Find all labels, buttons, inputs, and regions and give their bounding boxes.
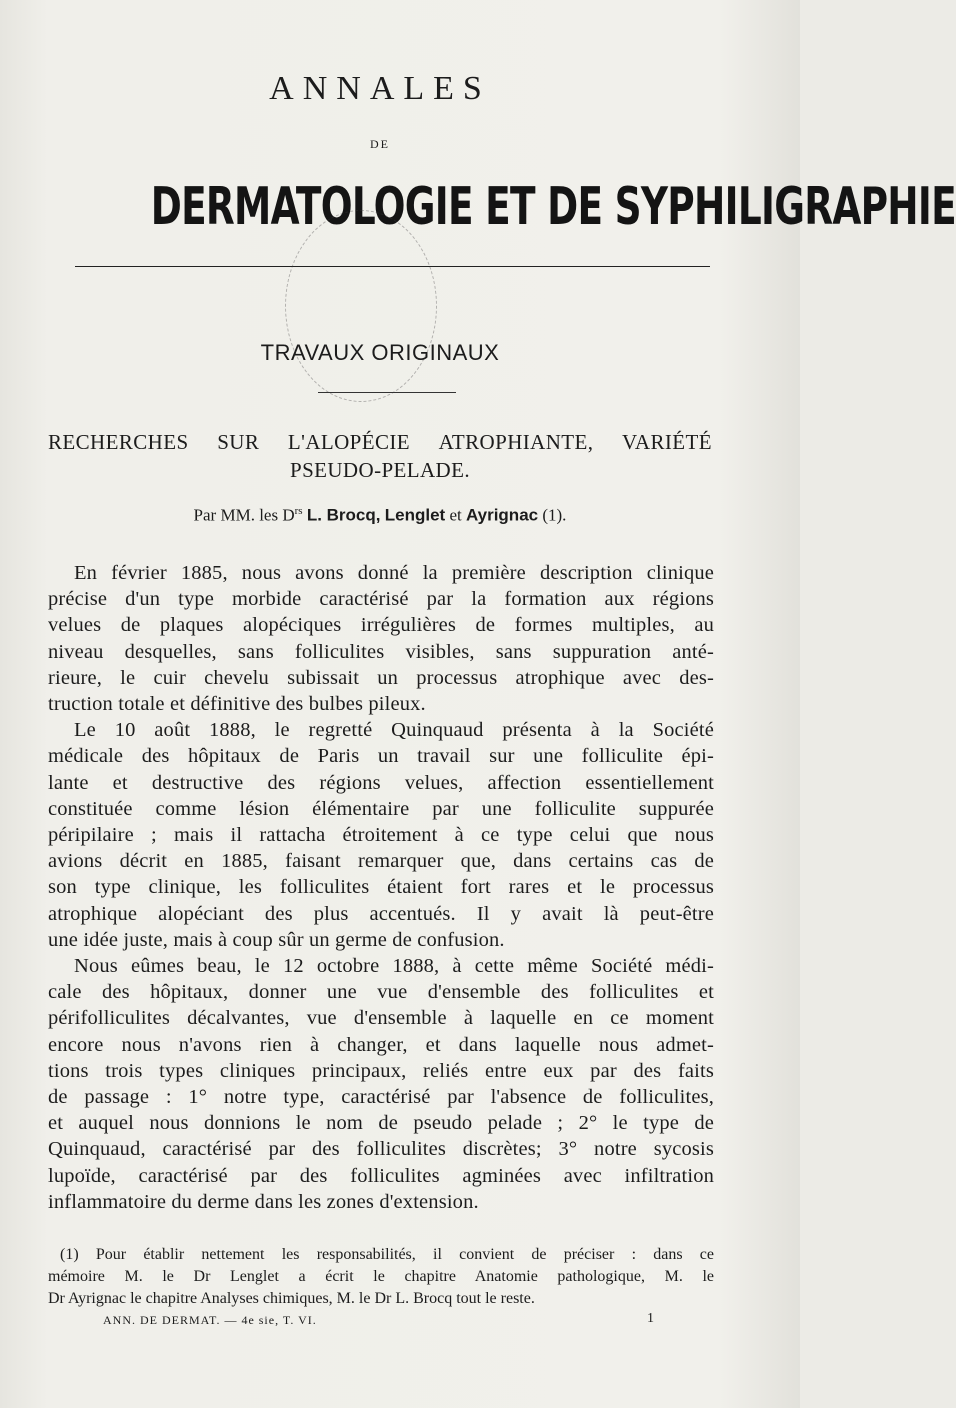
- body-line: encore nous n'avons rien à changer, et dans laquelle nous admet-: [48, 1033, 714, 1056]
- body-line: péripilaire ; mais il rattacha étroitement à ce type celui que nous: [48, 824, 714, 847]
- body-line: truction totale et définitive des bulbes pileux.: [48, 693, 426, 716]
- byline-note-ref: (1).: [542, 505, 567, 525]
- title-word: RECHERCHES: [48, 430, 189, 454]
- title-word: L'ALOPÉCIE: [287, 430, 411, 454]
- journal-name-de: DE: [370, 137, 390, 151]
- body-line: Le 10 août 1888, le regretté Quinquaud présenta à la Société: [74, 719, 714, 742]
- library-stamp: [285, 210, 437, 402]
- page-footer: [103, 1313, 663, 1328]
- body-line: cale des hôpitaux, donner une vue d'ensemble des folliculites et: [48, 981, 714, 1004]
- body-line: lante et destructive des régions velues, affection essentiellement: [48, 771, 714, 794]
- body-text: [48, 560, 714, 1215]
- title-word: ATROPHIANTE,: [438, 430, 594, 454]
- author-brocq: L. Brocq: [306, 505, 376, 525]
- body-line: médicale des hôpitaux de Paris un travail sur une folliculite épi-: [48, 745, 714, 768]
- author-lenglet: Lenglet: [384, 505, 446, 525]
- byline-et: et: [449, 505, 462, 525]
- body-line: constituée comme lésion élémentaire par une folliculite suppurée: [48, 797, 714, 820]
- author-ayrignac: Ayrignac: [465, 505, 539, 525]
- body-line: atrophique alopéciant des plus accentués. Il y avait là peut-être: [48, 902, 714, 925]
- footnote: [48, 1244, 714, 1310]
- article-title-line-1: [48, 428, 712, 456]
- body-line: son type clinique, les folliculites étaient fort rares et le processus: [48, 876, 714, 899]
- body-line: Quinquaud, caractérisé par des folliculites discrètes; 3° notre sycosis: [48, 1138, 714, 1161]
- body-line: avions décrit en 1885, faisant remarquer que, dans certains cas de: [48, 850, 714, 873]
- footnote-line: (1) Pour établir nettement les responsabilités, il convient de préciser : dans ce: [60, 1246, 714, 1263]
- footer-reference: ANN. DE DERMAT. — 4e sie, T. VI.: [103, 1313, 317, 1327]
- signature-mark: 1: [647, 1311, 655, 1326]
- article-title-line-2: PSEUDO-PELADE.: [289, 458, 471, 482]
- body-line: niveau desquelles, sans folliculites visibles, sans suppuration anté-: [48, 640, 714, 663]
- body-line: une idée juste, mais à coup sûr un germe de confusion.: [48, 928, 505, 951]
- journal-name-annales: ANNALES: [269, 70, 491, 107]
- journal-title: DERMATOLOGIE ET DE SYPHILIGRAPHIE: [150, 177, 956, 237]
- body-line: périfolliculites décalvantes, vue d'ensemble à laquelle en ce moment: [48, 1007, 714, 1030]
- footnote-line: Dr Ayrignac le chapitre Analyses chimiques, M. le Dr L. Brocq tout le reste.: [48, 1290, 535, 1307]
- title-word: SUR: [217, 430, 260, 454]
- article-title: [48, 428, 712, 484]
- body-line: tions trois types cliniques principaux, reliés entre eux par des faits: [48, 1059, 714, 1082]
- body-line: précise d'un type morbide caractérisé par la formation aux régions: [48, 588, 714, 611]
- title-word: VARIÉTÉ: [622, 430, 712, 454]
- footnote-line: mémoire M. le Dr Lenglet a écrit le chapitre Anatomie pathologique, M. le: [48, 1268, 714, 1285]
- body-line: lupoïde, caractérisé par des folliculites agminées avec infiltration: [48, 1164, 714, 1187]
- section-rule: [318, 392, 456, 393]
- byline: Par MM. les $D^{rs}$ L. Brocq, Lenglet et Ayrignac (1).: [193, 505, 567, 525]
- body-line: En février 1885, nous avons donné la première description clinique: [74, 562, 714, 584]
- section-title: TRAVAUX ORIGINAUX: [260, 340, 500, 365]
- body-line: et auquel nous donnions le nom de pseudo pelade ; 2° le type de: [48, 1112, 714, 1135]
- body-line: rieure, le cuir chevelu subissait un processus atrophique avec des-: [48, 666, 714, 689]
- byline-sup: rs: [294, 505, 303, 517]
- body-line: velues de plaques alopéciques irrégulières de formes multiples, au: [48, 614, 714, 637]
- byline-prefix: Par MM. les D: [193, 505, 295, 525]
- body-line: Nous eûmes beau, le 12 octobre 1888, à cette même Société médi-: [74, 955, 714, 978]
- body-line: inflammatoire du derme dans les zones d'extension.: [48, 1190, 479, 1213]
- body-line: de passage : 1° notre type, caractérisé par l'absence de folliculites,: [48, 1086, 714, 1109]
